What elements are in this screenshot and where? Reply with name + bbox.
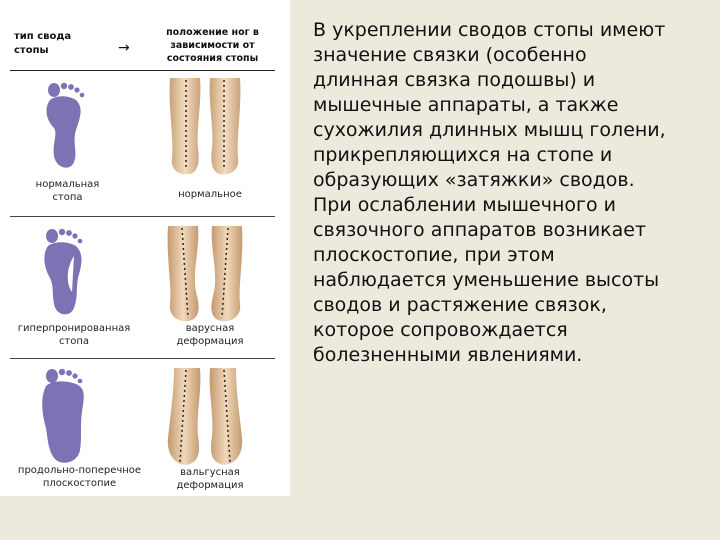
header-leg-position: положение ног в зависимости от состояния стопы bbox=[166, 27, 259, 64]
caption-flat-foot: продольно-поперечное плоскостопие bbox=[17, 465, 142, 489]
caption-valgus-legs: вальгусная деформация bbox=[176, 467, 244, 491]
valgus-legs-icon bbox=[160, 368, 250, 470]
header-arch-type: тип свода стопы bbox=[14, 31, 72, 56]
normal-legs-icon bbox=[160, 78, 250, 178]
normal-foot-icon bbox=[42, 82, 88, 174]
header-arrow: → bbox=[118, 40, 130, 56]
caption-normal-foot: нормальная стопа bbox=[35, 179, 100, 203]
row-divider bbox=[10, 358, 275, 359]
row-divider bbox=[10, 216, 275, 217]
flat-foot-icon bbox=[40, 368, 90, 464]
foot-types-figure bbox=[0, 0, 290, 496]
caption-varus-legs: варусная деформация bbox=[176, 323, 244, 347]
header-divider bbox=[10, 70, 275, 71]
caption-normal-legs: нормальное bbox=[178, 189, 242, 200]
hyperpronated-foot-icon bbox=[40, 228, 88, 320]
varus-legs-icon bbox=[160, 226, 250, 326]
caption-hyperpronated-foot: гиперпронированная стопа bbox=[17, 323, 131, 347]
main-paragraph: В укреплении сводов стопы имеют значение связки (особенно длинная связка подошвы) и мышечные аппараты, а также сухожилия длинных мышц голени, прикрепляющихся на стопе и образующих «затяжки» сводов. При ослаблении мышечного и связочного аппаратов возникает плоскостопие, при этом наблюдается уменьшение высоты сводов и растяжение связок, которое сопровождается болезненными явлениями. bbox=[313, 19, 666, 366]
